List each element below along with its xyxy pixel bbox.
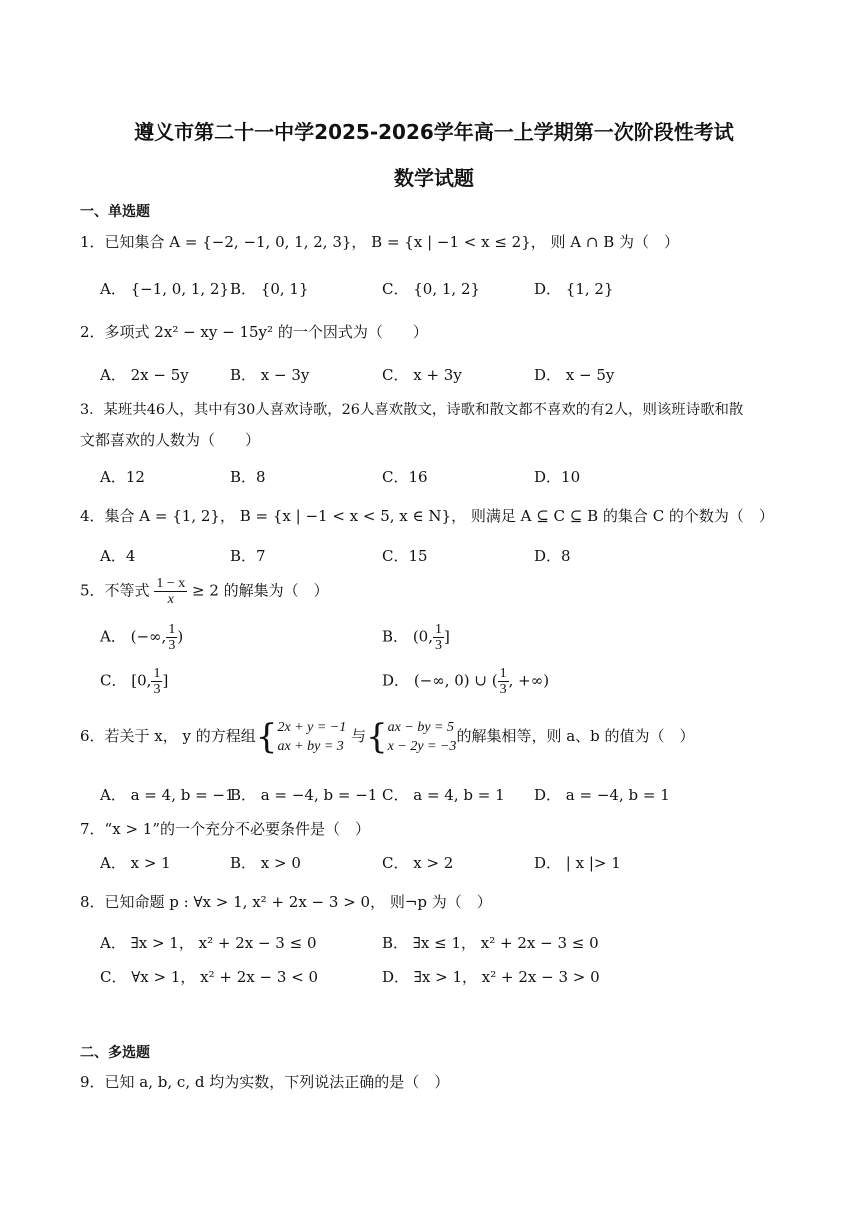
question-5-fraction-denominator: x	[167, 592, 174, 607]
question-5-option-b	[382, 622, 450, 653]
question-5-option-d	[382, 666, 549, 697]
interval-open: (−∞, 0) ∪ (	[413, 671, 498, 690]
fraction	[166, 622, 177, 653]
option-label: A．	[100, 627, 126, 646]
option-label: C．	[100, 671, 127, 690]
question-5-option-c	[100, 666, 168, 697]
interval-open: (−∞,	[130, 627, 167, 646]
question-2-stem: 2．多项式 2x² − xy − 15y² 的一个因式为（ ）	[80, 323, 428, 341]
question-4-option-a: A．4	[100, 547, 136, 565]
question-6-stem-prefix: 6．若关于 x， y 的方程组	[80, 727, 256, 745]
question-7-option-b: B． x > 0	[230, 854, 301, 872]
exam-subtitle: 数学试题	[394, 166, 474, 190]
question-7-option-c: C． x > 2	[382, 854, 454, 872]
question-7-stem: 7．“x > 1”的一个充分不必要条件是（ ）	[80, 820, 370, 838]
system-2-equation-2: x − 2y = −3	[387, 739, 457, 754]
question-1-stem: 1．已知集合 A = {−2, −1, 0, 1, 2, 3}， B = {x | −1 < x ≤ 2}， 则 A ∩ B 为（ ）	[80, 233, 680, 251]
question-1-option-b: B． {0, 1}	[230, 280, 309, 298]
denominator: 3	[168, 638, 176, 653]
question-1-option-d: D． {1, 2}	[534, 280, 614, 298]
question-6-option-d: D． a = −4, b = 1	[534, 786, 670, 804]
option-label: D．	[382, 671, 410, 690]
numerator: 1	[168, 622, 176, 637]
question-6-stem-suffix: 的解集相等，则 a、b 的值为（ ）	[456, 727, 695, 745]
question-6-option-c: C． a = 4, b = 1	[382, 786, 505, 804]
question-1-option-c: C． {0, 1, 2}	[382, 280, 481, 298]
question-5-stem	[80, 576, 329, 607]
denominator: 3	[499, 682, 507, 697]
question-3-stem-line-2: 文都喜欢的人数为（ ）	[80, 431, 261, 449]
numerator: 1	[153, 666, 161, 681]
question-7-option-a: A． x > 1	[100, 854, 171, 872]
question-5-stem-prefix: 5．不等式	[80, 581, 150, 600]
interval-close: ]	[443, 627, 450, 646]
left-brace-icon: {	[366, 717, 388, 757]
question-6-option-a: A． a = 4, b = −1	[100, 786, 235, 804]
question-5-stem-suffix: ≥ 2 的解集为（ ）	[192, 581, 329, 600]
denominator: 3	[434, 638, 442, 653]
question-5-fraction	[154, 576, 187, 607]
section-heading-multiple-choice: 二、多选题	[80, 1045, 150, 1061]
numerator: 1	[499, 666, 507, 681]
exam-title: 遵义市第二十一中学2025-2026学年高一上学期第一次阶段性考试	[134, 120, 734, 144]
question-8-option-d: D． ∃x > 1， x² + 2x − 3 > 0	[382, 968, 600, 986]
fraction	[433, 622, 444, 653]
question-6-joiner: 与	[351, 727, 367, 745]
numerator: 1	[434, 622, 442, 637]
fraction	[151, 666, 162, 697]
question-1-option-a: A． {−1, 0, 1, 2}	[100, 280, 230, 298]
question-8-option-a: A． ∃x > 1， x² + 2x − 3 ≤ 0	[100, 934, 317, 952]
question-2-option-a: A． 2x − 5y	[100, 366, 189, 384]
question-4-option-c: C．15	[382, 547, 428, 565]
question-4-option-b: B．7	[230, 547, 266, 565]
option-label: B．	[382, 627, 409, 646]
interval-close: , +∞)	[508, 671, 550, 690]
question-5-fraction-numerator: 1 − x	[156, 576, 186, 591]
system-1-equation-1: 2x + y = −1	[277, 720, 347, 735]
question-8-option-c: C． ∀x > 1， x² + 2x − 3 < 0	[100, 968, 319, 986]
fraction	[498, 666, 509, 697]
question-8-option-b: B． ∃x ≤ 1， x² + 2x − 3 ≤ 0	[382, 934, 599, 952]
interval-open: (0,	[412, 627, 433, 646]
question-4-option-d: D．8	[534, 547, 571, 565]
system-2-equation-1: ax − by = 5	[387, 720, 454, 735]
left-brace-icon: {	[255, 717, 278, 757]
question-5-option-a	[100, 622, 183, 653]
question-3-option-c: C．16	[382, 468, 428, 486]
question-3-option-d: D．10	[534, 468, 581, 486]
question-2-option-c: C． x + 3y	[382, 366, 462, 384]
question-9-stem: 9．已知 a, b, c, d 均为实数，下列说法正确的是（ ）	[80, 1073, 450, 1091]
interval-close: )	[177, 627, 184, 646]
denominator: 3	[153, 682, 161, 697]
interval-close: ]	[162, 671, 169, 690]
question-3-stem-line-1: 3．某班共46人，其中有30人喜欢诗歌，26人喜欢散文，诗歌和散文都不喜欢的有2人，则该班诗歌和散	[80, 402, 744, 418]
question-3-option-b: B．8	[230, 468, 266, 486]
system-1-equation-2: ax + by = 3	[277, 739, 344, 754]
question-2-option-b: B． x − 3y	[230, 366, 310, 384]
question-7-option-d: D． | x |> 1	[534, 854, 621, 872]
question-6-stem	[80, 718, 695, 756]
question-4-stem: 4．集合 A = {1, 2}， B = {x | −1 < x < 5, x ∈ N}， 则满足 A ⊆ C ⊆ B 的集合 C 的个数为（ ）	[80, 507, 774, 525]
question-3-option-a: A．12	[100, 468, 145, 486]
section-heading-single-choice: 一、单选题	[80, 204, 150, 220]
equation-system-2	[388, 718, 457, 756]
question-2-option-d: D． x − 5y	[534, 366, 615, 384]
interval-open: [0,	[131, 671, 152, 690]
question-8-stem: 8．已知命题 p : ∀x > 1, x² + 2x − 3 > 0， 则¬p 为（ ）	[80, 893, 492, 911]
equation-system-1	[277, 718, 346, 756]
question-6-option-b: B． a = −4, b = −1	[230, 786, 378, 804]
